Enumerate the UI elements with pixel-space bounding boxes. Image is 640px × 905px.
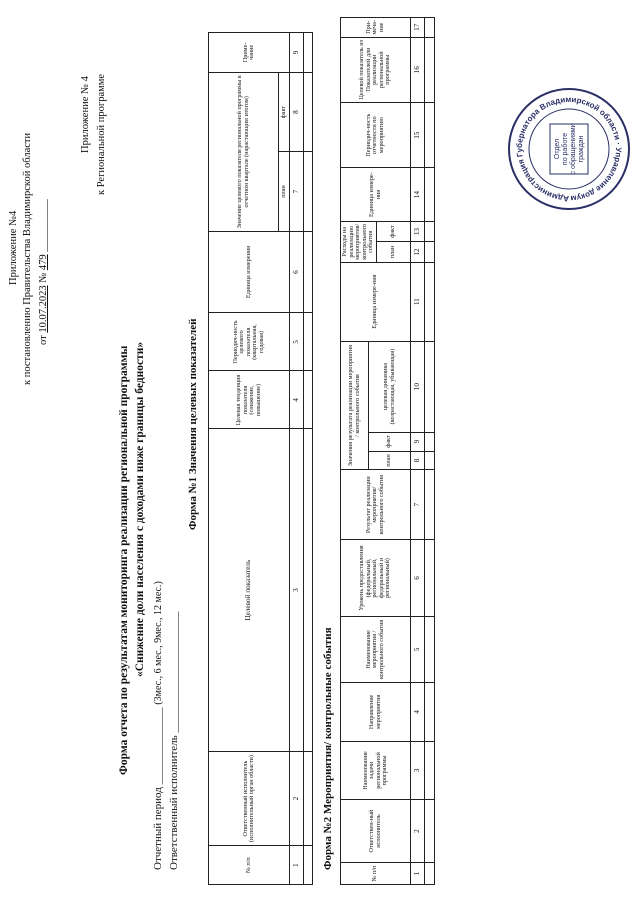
decree-label: к постановлению Правительства Владимирской области	[22, 132, 33, 385]
title-line-1: Форма отчета по результатам мониторинга реализации региональной программы	[118, 345, 130, 775]
form2-title: Форма №2 Мероприятия/ контрольные события	[322, 627, 334, 870]
form2-table	[340, 17, 435, 885]
f1-header-executor: Ответственный исполнитель (исполнительный орган области)	[209, 751, 290, 846]
f1-header-tendency: Целевая тенденция показателя (снижение, повышение)	[209, 371, 290, 429]
f2-header-plan: план	[369, 451, 411, 470]
f2-colnum: 6	[411, 539, 425, 616]
period-line: Отчетный период ______________ (3мес., 6 мес., 9мес., 12 мес.)	[152, 581, 164, 870]
f2-header-task: Наименование задачи региональной программы	[341, 742, 411, 800]
f1-colnum: 1	[290, 846, 304, 885]
f2-header-event-name: Наименование мероприятия / контрольного события	[341, 617, 411, 682]
seal-center-line: по работе	[562, 132, 569, 166]
f1-colnum: 4	[290, 371, 304, 429]
f2-header-unit: Единица измере-ния	[341, 262, 411, 341]
f2-colnum: 9	[411, 432, 425, 451]
f2-header-executor: Ответствен-ный исполнитель	[341, 799, 411, 862]
decree-date-line: от 10.07.2023 № 479 __________	[38, 199, 49, 345]
f1-header-fact: факт	[279, 72, 290, 152]
f2-colnum: 2	[411, 799, 425, 862]
f1-colnum: 2	[290, 751, 304, 846]
f1-header-plan: план	[279, 152, 290, 232]
f2-header-exp-fact: факт	[377, 221, 411, 242]
f2-colnum: 11	[411, 262, 425, 341]
office-seal	[508, 88, 630, 210]
f1-header-num: № п/п	[209, 846, 290, 885]
f1-header-note: Приме-чание	[209, 33, 290, 73]
seal-ring-text: Администрация Губернатора Владимирской области · Управление докум	[514, 94, 624, 204]
f2-colnum: 16	[411, 37, 425, 102]
f2-colnum: 7	[411, 470, 425, 539]
f2-header-direction: Направление мероприятия	[341, 682, 411, 742]
f1-header-periodicity: Периодич-ность целевого показателя (квартальная, годовая)	[209, 313, 290, 371]
f2-colnum: 1	[411, 863, 425, 885]
f1-header-unit: Единица измерения	[209, 231, 290, 313]
f2-colnum: 3	[411, 742, 425, 800]
f1-colnum: 6	[290, 231, 304, 313]
seal-center-line: граждан	[578, 135, 585, 163]
f1-colnum: 7	[290, 152, 304, 232]
f2-colnum: 10	[411, 341, 425, 432]
seal-center-line: Отдел	[554, 138, 561, 160]
f2-colnum: 8	[411, 451, 425, 470]
to-program-label: к Региональной программе	[96, 73, 107, 195]
f2-colnum: 13	[411, 221, 425, 242]
f2-header-periodicity: Периодич-ность отчетности по мероприятию	[341, 102, 411, 167]
seal-graphic	[510, 90, 628, 208]
seal-center-line: с обращениями	[570, 123, 577, 175]
f1-colnum: 9	[290, 33, 304, 73]
f2-header-expenses: Расходы на реализацию мероприятия/ контрольного события	[341, 221, 377, 262]
appendix2-label: Приложение № 4	[80, 76, 91, 153]
f2-colnum: 15	[411, 102, 425, 167]
f2-header-num: № п/п	[341, 863, 411, 885]
f2-header-exp-plan: план	[377, 242, 411, 262]
f1-colnum: 3	[290, 429, 304, 751]
title-line-2: «Снижение доли населения с доходами ниже границы бедности»	[134, 341, 146, 677]
f2-colnum: 12	[411, 242, 425, 262]
f2-header-result: Результат реализации мероприятия/ контрольного события	[341, 470, 411, 539]
f2-colnum: 5	[411, 617, 425, 682]
decree-number: 479	[38, 254, 49, 271]
f2-colnum: 4	[411, 682, 425, 742]
f1-colnum: 5	[290, 313, 304, 371]
f2-header-target-dynamics: целевая динамика (возрастающая, убывающая)	[369, 341, 411, 432]
appendix-label: Приложение №4	[8, 210, 19, 285]
f2-header-level: Уровень предоставления (федеральный, региональный, федеральный и региональный)	[341, 539, 411, 616]
f2-header-target-indicator: Целевой показатель из Показателей для реализации региональной программы	[341, 37, 411, 102]
f1-header-indicator: Целевой показатель	[209, 429, 290, 751]
executor-line: Ответственный исполнитель ______________________	[168, 611, 180, 870]
f2-header-unit2: Единица измере-ния	[341, 168, 411, 221]
form1-table	[208, 32, 313, 885]
f2-colnum: 14	[411, 168, 425, 221]
f1-header-value: Значение целевого показателя региональной программы в отчетном квартале (нарастающим итогом)	[209, 72, 279, 231]
f2-header-fact: факт	[369, 432, 411, 451]
form1-title: Форма №1 Значения целевых показателей	[187, 318, 199, 530]
f2-header-result-values: Значения результата реализации мероприятия / контрольного события	[341, 341, 369, 470]
f2-colnum: 17	[411, 18, 425, 38]
f1-colnum: 8	[290, 72, 304, 152]
decree-date: 10.07.2023	[38, 285, 49, 333]
f2-header-note: При-меча-ние	[341, 18, 411, 38]
